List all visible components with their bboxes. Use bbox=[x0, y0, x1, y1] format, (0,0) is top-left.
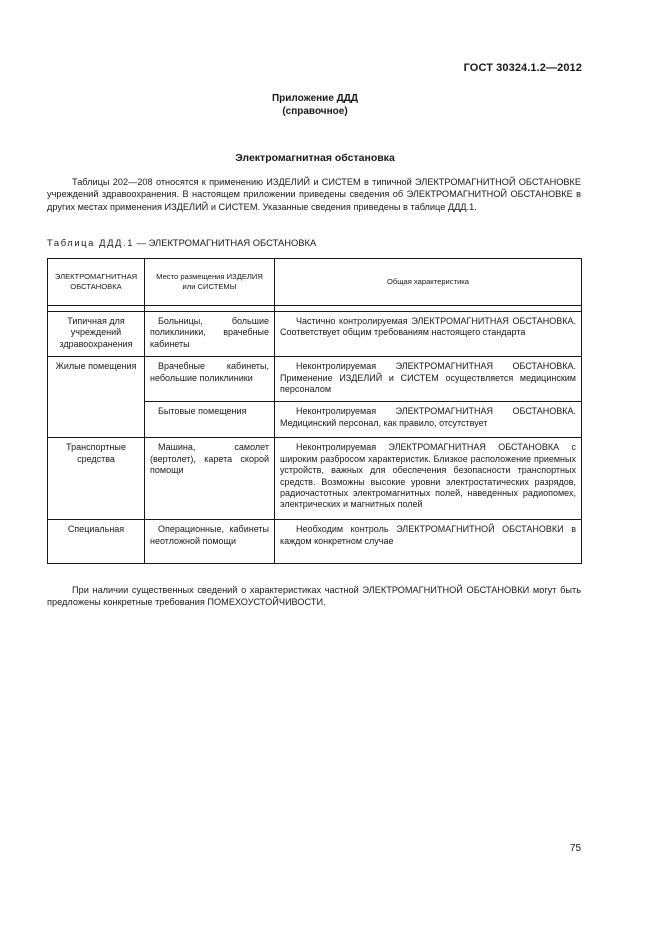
annex-heading bbox=[0, 92, 630, 118]
description-cell: Неконтролируемая ЭЛЕКТРОМАГНИТНАЯ ОБСТАНОВКА. Медицинский персонал, как правило, отсутствует bbox=[275, 402, 582, 438]
header-location: Место размещения ИЗДЕЛИЯ или СИСТЕМЫ bbox=[145, 259, 275, 306]
environment-cell: Транспортные средства bbox=[48, 438, 145, 520]
annex-subtitle: (справочное) bbox=[282, 106, 348, 117]
table-row bbox=[48, 520, 582, 564]
table-caption-text: — ЭЛЕКТРОМАГНИТНАЯ ОБСТАНОВКА bbox=[134, 237, 317, 248]
location-cell: Врачебные кабинеты, небольшие поликлиники bbox=[145, 357, 275, 402]
environment-table bbox=[47, 258, 582, 564]
description-cell: Неконтролируемая ЭЛЕКТРОМАГНИТНАЯ ОБСТАНОВКА с широким разбросом характеристик. Близкое расположение приемных устройств, важных для обеспечения безопасности транспортных средств. Возможны высокие уровни электростатических разрядов, радиочастотных электромагнитных полей, наведенных радиопомех, электрических и магнитных полей bbox=[275, 438, 582, 520]
header-environment: ЭЛЕКТРОМАГНИТНАЯ ОБСТАНОВКА bbox=[48, 259, 145, 306]
header-description: Общая характеристика bbox=[275, 259, 582, 306]
location-cell: Машина, самолет (вертолет), карета скорой помощи bbox=[145, 438, 275, 520]
table-row bbox=[48, 438, 582, 520]
description-cell: Необходим контроль ЭЛЕКТРОМАГНИТНОЙ ОБСТАНОВКИ в каждом конкретном случае bbox=[275, 520, 582, 564]
location-cell: Больницы, большие поликлиники, врачебные кабинеты bbox=[145, 312, 275, 357]
table-row bbox=[48, 312, 582, 357]
closing-paragraph: При наличии существенных сведений о характеристиках частной ЭЛЕКТРОМАГНИТНОЙ ОБСТАНОВКИ могут быть предложены конкретные требования ПОМЕХОУСТОЙЧИВОСТИ. bbox=[47, 585, 581, 608]
section-title: Электромагнитная обстановка bbox=[235, 152, 395, 164]
intro-paragraph: Таблицы 202—208 относятся к применению ИЗДЕЛИЙ и СИСТЕМ в типичной ЭЛЕКТРОМАГНИТНОЙ ОБСТАНОВКЕ учреждений здравоохранения. В настоящем приложении приведены сведения об ЭЛЕКТРОМАГНИТНОЙ ОБСТАНОВКЕ в других местах применения ИЗДЕЛИЙ и СИСТЕМ. Указанные сведения приведены в таблице ДДД.1. bbox=[47, 177, 581, 212]
standard-designation: ГОСТ 30324.1.2—2012 bbox=[463, 62, 582, 74]
table-header-row bbox=[48, 259, 582, 306]
page-number: 75 bbox=[570, 843, 582, 854]
location-cell: Операционные, кабинеты неотложной помощи bbox=[145, 520, 275, 564]
description-cell: Неконтролируемая ЭЛЕКТРОМАГНИТНАЯ ОБСТАНОВКА. Применение ИЗДЕЛИЙ и СИСТЕМ осуществляется медицинским персоналом bbox=[275, 357, 582, 402]
description-cell: Частично контролируемая ЭЛЕКТРОМАГНИТНАЯ ОБСТАНОВКА. Соответствует общим требованиям настоящего стандарта bbox=[275, 312, 582, 357]
annex-title: Приложение ДДД bbox=[271, 93, 359, 104]
environment-cell: Типичная для учреждений здравоохранения bbox=[48, 312, 145, 357]
table-row bbox=[48, 357, 582, 402]
location-cell: Бытовые помещения bbox=[145, 402, 275, 438]
table-caption bbox=[47, 237, 316, 248]
environment-cell: Жилые помещения bbox=[48, 357, 145, 438]
environment-cell: Специальная bbox=[48, 520, 145, 564]
table-caption-label: Таблица ДДД.1 bbox=[47, 237, 135, 248]
